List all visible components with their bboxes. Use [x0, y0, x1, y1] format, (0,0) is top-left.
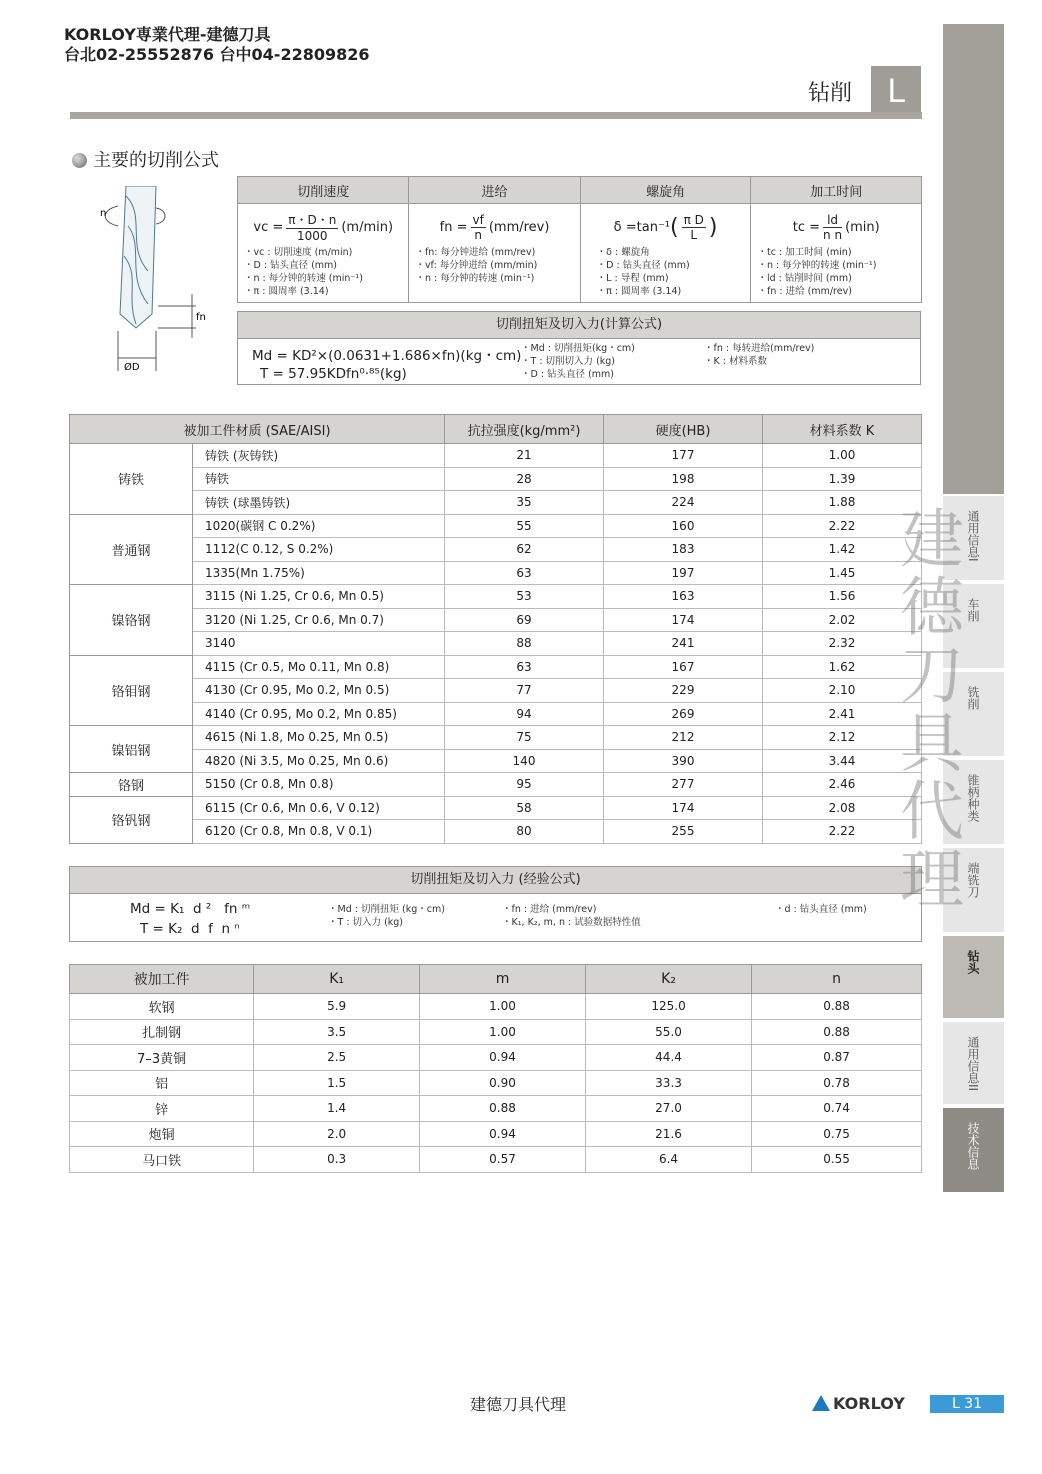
tensile-value: 88	[445, 632, 604, 656]
torque-calc-notes-a: ・Md : 切削扭矩(kg・cm) ・T : 切削切入力 (kg) ・D : 钻头直径 (mm)	[521, 343, 635, 380]
hardness-value: 183	[604, 538, 763, 562]
k1-value: 5.9	[254, 994, 420, 1020]
m-value: 0.90	[420, 1070, 586, 1096]
header-speed: 切削速度	[238, 177, 409, 204]
hardness-value: 174	[604, 608, 763, 632]
k1-value: 2.5	[254, 1045, 420, 1071]
k-value: 1.39	[763, 467, 922, 491]
k2-value: 6.4	[585, 1147, 751, 1173]
material-name: 6120 (Cr 0.8, Mn 0.8, V 0.1)	[193, 820, 445, 844]
tab-technical-info[interactable]: 技术信息	[943, 1108, 1004, 1192]
table-row	[70, 702, 922, 726]
k-value: 2.32	[763, 632, 922, 656]
table-row	[70, 585, 922, 609]
table-row	[70, 1121, 922, 1147]
tab-drill[interactable]: 钻头	[943, 936, 1004, 1018]
header-feed: 进给	[409, 177, 580, 204]
k-value: 2.22	[763, 820, 922, 844]
tensile-value: 28	[445, 467, 604, 491]
hardness-value: 390	[604, 749, 763, 773]
header-helix: 螺旋角	[580, 177, 751, 204]
table-row	[70, 773, 922, 797]
header-time: 加工时间	[751, 177, 922, 204]
torque-emp-notes-a: ・Md : 切削扭矩 (kg・cm) ・T : 切入力 (kg)	[328, 904, 445, 928]
k1-value: 2.0	[254, 1121, 420, 1147]
material-group: 普通钢	[70, 514, 193, 585]
tensile-value: 21	[445, 444, 604, 468]
k1-value: 1.4	[254, 1096, 420, 1122]
table-row	[70, 561, 922, 585]
material-name: 3120 (Ni 1.25, Cr 0.6, Mn 0.7)	[193, 608, 445, 632]
workpiece-name: 7–3黄铜	[70, 1045, 254, 1071]
material-group: 镍铝钢	[70, 726, 193, 773]
korloy-logo-icon	[812, 1395, 830, 1411]
tensile-value: 58	[445, 796, 604, 820]
company-phones: 台北02-25552876 台中04-22809826	[64, 45, 370, 64]
coefficient-table	[69, 964, 922, 1173]
hardness-value: 197	[604, 561, 763, 585]
torque-emp-t: T = K₂ d f n ⁿ	[140, 921, 240, 937]
n-value: 0.88	[752, 1019, 922, 1045]
material-group: 铬钼钢	[70, 655, 193, 726]
m-value: 1.00	[420, 1019, 586, 1045]
torque-emp-notes-c: ・d : 钻头直径 (mm)	[775, 904, 867, 915]
m-value: 0.88	[420, 1096, 586, 1122]
table-row	[70, 1019, 922, 1045]
hardness-value: 224	[604, 491, 763, 515]
material-name: 1020(碳钢 C 0.2%)	[193, 514, 445, 538]
k-value: 2.46	[763, 773, 922, 797]
m-value: 1.00	[420, 994, 586, 1020]
n-value: 0.78	[752, 1070, 922, 1096]
torque-emp-title: 切削扭矩及切入力 (经验公式)	[70, 867, 921, 894]
hardness-value: 269	[604, 702, 763, 726]
k-value: 1.45	[763, 561, 922, 585]
material-group: 镍铬钢	[70, 585, 193, 656]
m-value: 0.57	[420, 1147, 586, 1173]
feed-formula-cell: fn = $\frac{vf}{n}$ (mm/rev) ・fn: 每分钟进给 (mm/rev) ・vf: 每分钟进给 (mm/min) ・n : 每分钟的转速 (min⁻¹)	[409, 204, 580, 303]
k1-value: 1.5	[254, 1070, 420, 1096]
table-row	[70, 749, 922, 773]
hardness-value: 174	[604, 796, 763, 820]
n-value: 0.75	[752, 1121, 922, 1147]
k-value: 1.42	[763, 538, 922, 562]
tab-milling[interactable]: 铣削	[943, 672, 1004, 756]
workpiece-name: 锌	[70, 1096, 254, 1122]
k2-value: 55.0	[585, 1019, 751, 1045]
n-header: n	[752, 965, 922, 994]
table-row	[70, 796, 922, 820]
speed-formula-cell: vc = $\frac{\pi・D・n}{1000}$ (m/min) ・vc : 切削速度 (m/min) ・D : 钻头直径 (mm) ・n : 每分钟的转速 (min⁻¹) ・π : 圆周率 (3.14)	[238, 204, 409, 303]
table-row	[70, 467, 922, 491]
material-name: 3115 (Ni 1.25, Cr 0.6, Mn 0.5)	[193, 585, 445, 609]
header-rule	[70, 112, 922, 119]
tensile-value: 95	[445, 773, 604, 797]
table-row	[70, 1045, 922, 1071]
tensile-value: 140	[445, 749, 604, 773]
k2-value: 21.6	[585, 1121, 751, 1147]
tensile-value: 63	[445, 655, 604, 679]
table-row	[70, 679, 922, 703]
rotation-label: n	[100, 208, 107, 219]
tensile-value: 62	[445, 538, 604, 562]
hardness-value: 212	[604, 726, 763, 750]
n-value: 0.74	[752, 1096, 922, 1122]
hardness-value: 198	[604, 467, 763, 491]
workpiece-header: 被加工件	[70, 965, 254, 994]
k1-header: K₁	[254, 965, 420, 994]
material-name: 5150 (Cr 0.8, Mn 0.8)	[193, 773, 445, 797]
brand-logo: KORLOY	[812, 1394, 905, 1413]
sidebar-top	[943, 24, 1004, 494]
table-row	[70, 632, 922, 656]
hardness-value: 160	[604, 514, 763, 538]
material-header: 被加工件材质 (SAE/AISI)	[70, 415, 445, 444]
n-value: 0.87	[752, 1045, 922, 1071]
formula-table	[237, 176, 922, 303]
k-value: 2.12	[763, 726, 922, 750]
k2-value: 44.4	[585, 1045, 751, 1071]
m-value: 0.94	[420, 1121, 586, 1147]
section-title: 主要的切削公式	[72, 146, 219, 172]
feed-label: fn	[196, 312, 206, 323]
workpiece-name: 马口铁	[70, 1147, 254, 1173]
torque-calc-box	[237, 311, 921, 385]
hardness-value: 229	[604, 679, 763, 703]
workpiece-name: 炮铜	[70, 1121, 254, 1147]
n-value: 0.55	[752, 1147, 922, 1173]
material-name: 4615 (Ni 1.8, Mo 0.25, Mn 0.5)	[193, 726, 445, 750]
tab-general-info-1[interactable]: 通用信息I	[943, 496, 1004, 580]
material-name: 1335(Mn 1.75%)	[193, 561, 445, 585]
k-value: 2.22	[763, 514, 922, 538]
table-row	[70, 1147, 922, 1173]
k1-value: 0.3	[254, 1147, 420, 1173]
hardness-value: 277	[604, 773, 763, 797]
table-row	[70, 538, 922, 562]
time-formula-cell: tc = $\frac{ld}{\text{n n}}$ (min) ・tc : 加工时间 (min) ・n : 每分钟的转速 (min⁻¹) ・ld : 钻削时间 (mm) ・fn : 进给 (mm/rev)	[751, 204, 922, 303]
k-header: 材料系数 K	[763, 415, 922, 444]
tab-tapers[interactable]: 锥柄种类	[943, 760, 1004, 844]
material-group: 铬钢	[70, 773, 193, 797]
table-row	[70, 994, 922, 1020]
hardness-value: 177	[604, 444, 763, 468]
table-row	[70, 655, 922, 679]
k1-value: 3.5	[254, 1019, 420, 1045]
material-name: 铸铁 (球墨铸铁)	[193, 491, 445, 515]
k-value: 1.56	[763, 585, 922, 609]
watermark-text: 建德刀具代理	[889, 505, 963, 913]
bullet-icon	[72, 153, 87, 168]
tensile-value: 94	[445, 702, 604, 726]
tab-turning[interactable]: 车削	[943, 584, 1004, 668]
k-value: 3.44	[763, 749, 922, 773]
table-row	[70, 1096, 922, 1122]
tensile-value: 35	[445, 491, 604, 515]
hardness-value: 255	[604, 820, 763, 844]
torque-emp-notes-b: ・fn : 进给 (mm/rev) ・K₁, K₂, m, n : 试验数据特性值	[502, 904, 641, 928]
tensile-value: 55	[445, 514, 604, 538]
drill-diagram	[96, 186, 216, 378]
torque-calc-notes-b: ・fn : 每转进给(mm/rev) ・K : 材料系数	[704, 343, 815, 367]
material-name: 6115 (Cr 0.6, Mn 0.6, V 0.12)	[193, 796, 445, 820]
material-name: 4115 (Cr 0.5, Mo 0.11, Mn 0.8)	[193, 655, 445, 679]
table-row	[70, 444, 922, 468]
material-group: 铸铁	[70, 444, 193, 515]
k-value: 2.10	[763, 679, 922, 703]
footer-text: 建德刀具代理	[470, 1395, 567, 1414]
hardness-value: 163	[604, 585, 763, 609]
tensile-value: 77	[445, 679, 604, 703]
material-name: 铸铁 (灰铸铁)	[193, 444, 445, 468]
tensile-value: 80	[445, 820, 604, 844]
table-row	[70, 1070, 922, 1096]
hardness-value: 241	[604, 632, 763, 656]
material-name: 4820 (Ni 3.5, Mo 0.25, Mn 0.6)	[193, 749, 445, 773]
k-value: 2.02	[763, 608, 922, 632]
chapter-letter: L	[871, 66, 921, 116]
torque-emp-md: Md = K₁ d ² fn ᵐ	[130, 901, 251, 917]
table-row	[70, 820, 922, 844]
tab-general-info-2[interactable]: 通用信息II	[943, 1022, 1004, 1104]
workpiece-name: 扎制钢	[70, 1019, 254, 1045]
torque-calc-title: 切削扭矩及切入力(计算公式)	[238, 312, 920, 339]
k-value: 2.08	[763, 796, 922, 820]
tensile-header: 抗拉强度(kg/mm²)	[445, 415, 604, 444]
diameter-label: ØD	[124, 362, 140, 373]
material-name: 3140	[193, 632, 445, 656]
k-value: 1.00	[763, 444, 922, 468]
k-value: 1.62	[763, 655, 922, 679]
hardness-value: 167	[604, 655, 763, 679]
tensile-value: 53	[445, 585, 604, 609]
k-value: 2.41	[763, 702, 922, 726]
material-name: 4130 (Cr 0.95, Mo 0.2, Mn 0.5)	[193, 679, 445, 703]
k2-value: 33.3	[585, 1070, 751, 1096]
company-name: KORLOY専業代理-建德刀具	[64, 25, 271, 44]
m-header: m	[420, 965, 586, 994]
torque-calc-t: T = 57.95KDfn⁰·⁸⁵(kg)	[260, 366, 407, 382]
tab-endmill[interactable]: 端铣刀	[943, 848, 1004, 932]
workpiece-name: 软钢	[70, 994, 254, 1020]
torque-calc-md: Md = KD²×(0.0631+1.686×fn)(kg・cm)	[252, 348, 522, 364]
table-row	[70, 491, 922, 515]
tensile-value: 63	[445, 561, 604, 585]
torque-emp-box	[69, 866, 922, 942]
n-value: 0.88	[752, 994, 922, 1020]
hardness-header: 硬度(HB)	[604, 415, 763, 444]
material-name: 铸铁	[193, 467, 445, 491]
table-row	[70, 608, 922, 632]
table-row	[70, 726, 922, 750]
tensile-value: 75	[445, 726, 604, 750]
k-value: 1.88	[763, 491, 922, 515]
k2-value: 27.0	[585, 1096, 751, 1122]
m-value: 0.94	[420, 1045, 586, 1071]
material-table	[69, 414, 922, 844]
tensile-value: 69	[445, 608, 604, 632]
material-name: 4140 (Cr 0.95, Mo 0.2, Mn 0.85)	[193, 702, 445, 726]
page-number: L 31	[930, 1395, 1004, 1413]
workpiece-name: 铝	[70, 1070, 254, 1096]
material-group: 铬钒钢	[70, 796, 193, 843]
material-name: 1112(C 0.12, S 0.2%)	[193, 538, 445, 562]
k2-header: K₂	[585, 965, 751, 994]
helix-formula-cell: δ =tan⁻¹ ( $\frac{\text{π D}}{L}$ ) ・δ : 螺旋角 ・D : 钻头直径 (mm) ・L : 导程 (mm) ・π : 圆周率 (3.14)	[580, 204, 751, 303]
table-row	[70, 514, 922, 538]
chapter-title: 钻削	[808, 81, 853, 106]
k2-value: 125.0	[585, 994, 751, 1020]
